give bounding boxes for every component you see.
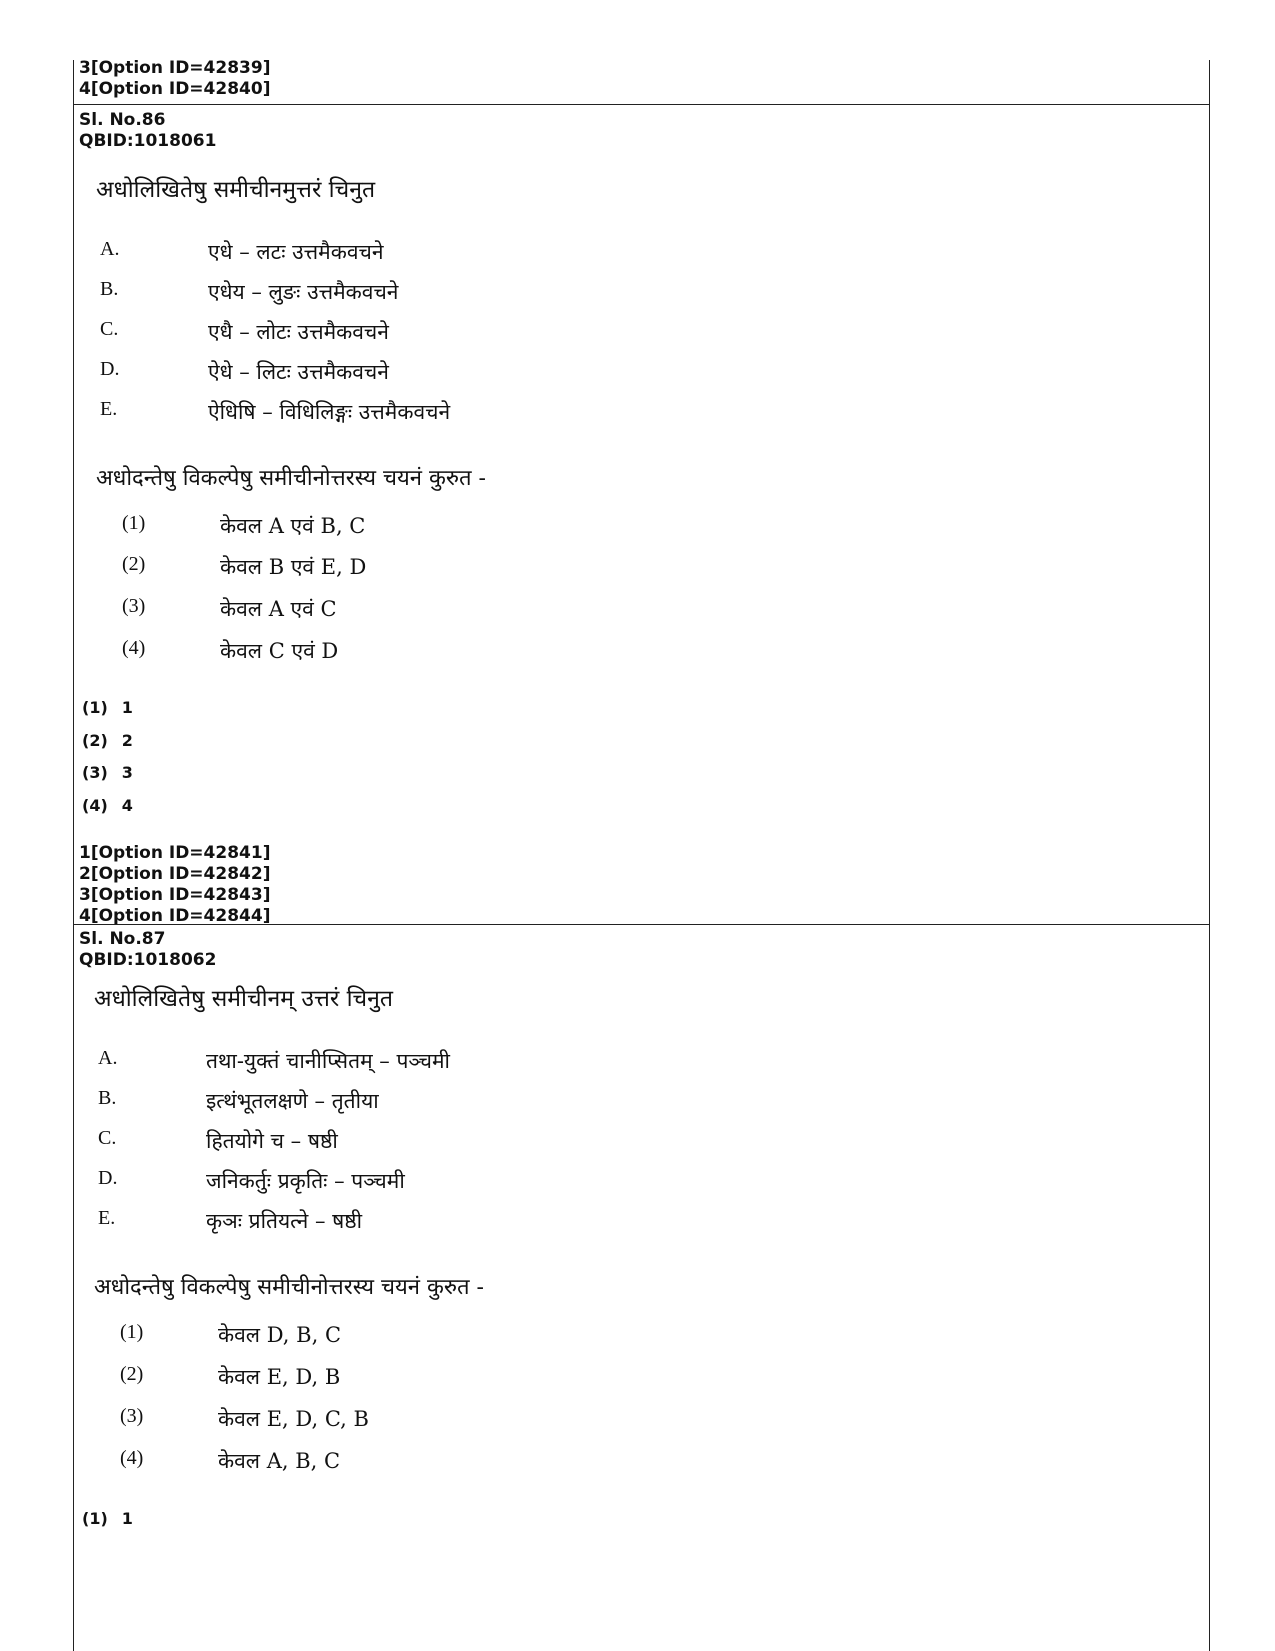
statement-label: D. — [100, 358, 120, 380]
statement-label: B. — [98, 1087, 117, 1109]
choice-1 — [122, 512, 365, 540]
statement-text: तथा-युक्तं चानीप्सितम् – पञ्चमी — [206, 1049, 450, 1073]
qbid: QBID:1018062 — [79, 950, 217, 970]
option-id-line: 1[Option ID=42841] — [79, 843, 271, 863]
option-id-line: 4[Option ID=42840] — [79, 79, 271, 99]
choice-2 — [120, 1363, 340, 1391]
statement-b — [100, 278, 398, 306]
answer-value: 4 — [121, 796, 133, 815]
statement-label: E. — [100, 398, 118, 420]
statement-text: एधै – लोटः उत्तमैकवचने — [208, 320, 389, 344]
question-87 — [74, 929, 1209, 1649]
answer-option-2[interactable] — [82, 731, 133, 750]
answer-option-1[interactable] — [82, 1509, 133, 1528]
option-id-list — [74, 843, 270, 927]
option-id-line: 4[Option ID=42844] — [79, 906, 271, 926]
statement-d — [100, 358, 389, 386]
question-text: अधोलिखितेषु समीचीनमुत्तरं चिनुत — [96, 177, 376, 203]
statement-text: कृञः प्रतियत्ने – षष्ठी — [206, 1209, 363, 1233]
serial-number: Sl. No.87 — [79, 929, 166, 949]
statement-label: C. — [100, 318, 119, 340]
statement-a — [98, 1047, 450, 1075]
statement-text: ऐधे – लिटः उत्तमैकवचने — [208, 360, 389, 384]
question-divider — [74, 104, 1209, 105]
statement-text: इत्थंभूतलक्षणे – तृतीया — [206, 1089, 379, 1113]
choice-3 — [120, 1405, 369, 1433]
option-id-line: 3[Option ID=42843] — [79, 885, 271, 905]
answer-label: (4) — [82, 796, 108, 815]
choice-4 — [120, 1447, 340, 1475]
choice-text: केवल A एवं B, C — [220, 514, 366, 538]
choice-label: (4) — [122, 637, 146, 659]
statement-label: E. — [98, 1207, 116, 1229]
statement-label: A. — [98, 1047, 118, 1069]
statement-text: जनिकर्तुः प्रकृतिः – पञ्चमी — [206, 1169, 405, 1193]
choice-2 — [122, 553, 366, 581]
choice-text: केवल E, D, B — [218, 1365, 341, 1389]
answer-value: 2 — [121, 731, 133, 750]
serial-number: Sl. No.86 — [79, 110, 166, 130]
choice-text: केवल E, D, C, B — [218, 1407, 369, 1431]
choice-label: (4) — [120, 1447, 144, 1469]
choice-4 — [122, 637, 338, 665]
answer-label: (3) — [82, 763, 108, 782]
choice-label: (2) — [120, 1363, 144, 1385]
statement-label: C. — [98, 1127, 117, 1149]
statement-c — [98, 1127, 338, 1155]
answer-label: (1) — [82, 698, 108, 717]
statement-e — [100, 398, 450, 426]
instruction-text: अधोदन्तेषु विकल्पेषु समीचीनोत्तरस्य चयनं कुरुत - — [96, 466, 486, 491]
statement-label: D. — [98, 1167, 118, 1189]
choice-3 — [122, 595, 337, 623]
answer-value: 3 — [121, 763, 133, 782]
statement-e — [98, 1207, 362, 1235]
statement-text: ऐधिषि – विधिलिङ्गः उत्तमैकवचने — [208, 400, 451, 424]
answer-label: (2) — [82, 731, 108, 750]
choice-text: केवल D, B, C — [218, 1323, 342, 1347]
option-id-line: 2[Option ID=42842] — [79, 864, 271, 884]
choice-label: (2) — [122, 553, 146, 575]
answer-value: 1 — [121, 698, 133, 717]
statement-d — [98, 1167, 405, 1195]
statement-label: B. — [100, 278, 119, 300]
statement-text: हितयोगे च – षष्ठी — [206, 1129, 338, 1153]
choice-text: केवल B एवं E, D — [220, 555, 367, 579]
question-paper-frame — [73, 60, 1210, 1651]
statement-b — [98, 1087, 379, 1115]
question-divider — [74, 924, 1209, 925]
previous-option-ids — [74, 58, 1209, 100]
statement-label: A. — [100, 238, 120, 260]
answer-label: (1) — [82, 1509, 108, 1528]
statement-a — [100, 238, 384, 266]
choice-text: केवल A एवं C — [220, 597, 337, 621]
statement-text: एधेय – लुङः उत्तमैकवचने — [208, 280, 399, 304]
choice-label: (1) — [122, 512, 146, 534]
choice-label: (3) — [122, 595, 146, 617]
choice-label: (1) — [120, 1321, 144, 1343]
choice-label: (3) — [120, 1405, 144, 1427]
statement-text: एधे – लटः उत्तमैकवचने — [208, 240, 384, 264]
instruction-text: अधोदन्तेषु विकल्पेषु समीचीनोत्तरस्य चयनं कुरुत - — [94, 1275, 484, 1300]
choice-1 — [120, 1321, 341, 1349]
question-text: अधोलिखितेषु समीचीनम् उत्तरं चिनुत — [94, 986, 394, 1012]
choice-text: केवल C एवं D — [220, 639, 339, 663]
answer-value: 1 — [121, 1509, 133, 1528]
answer-option-1[interactable] — [82, 698, 133, 717]
answer-option-3[interactable] — [82, 763, 133, 782]
statement-c — [100, 318, 389, 346]
qbid: QBID:1018061 — [79, 131, 217, 151]
question-86 — [74, 110, 1209, 926]
choice-text: केवल A, B, C — [218, 1449, 341, 1473]
answer-option-4[interactable] — [82, 796, 133, 815]
option-id-line: 3[Option ID=42839] — [79, 58, 271, 78]
